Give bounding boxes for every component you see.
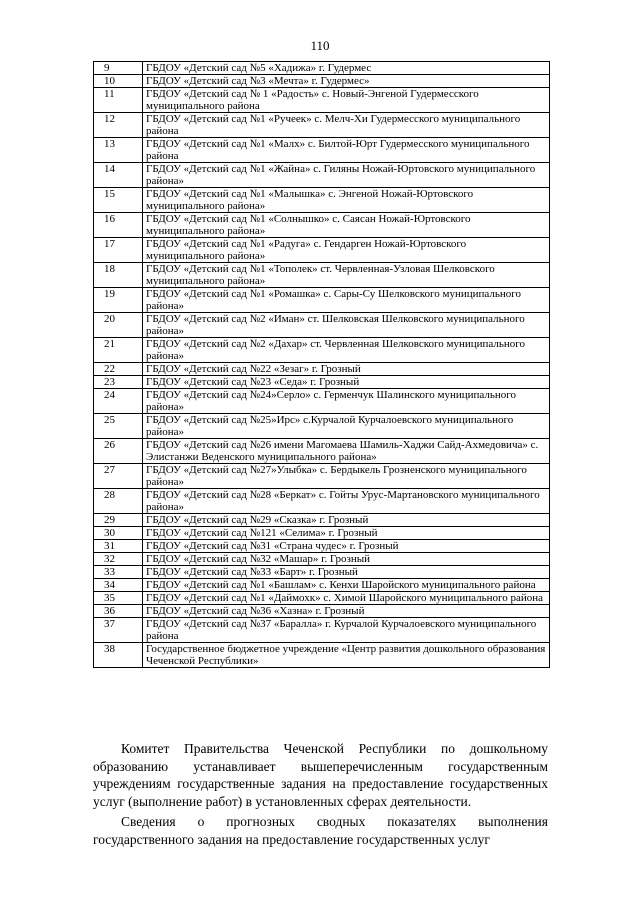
institution-name-cell: ГБДОУ «Детский сад №24»Серло» с. Герменчук Шалинского муниципального района»	[143, 389, 550, 414]
row-number-cell: 34	[94, 579, 143, 592]
institution-name-cell: ГБДОУ «Детский сад №25»Ирс» с.Курчалой Курчалоевского муниципального района»	[143, 414, 550, 439]
table-row	[94, 553, 550, 566]
institution-name-cell: ГБДОУ «Детский сад №1 «Даймохк» с. Химой Шаройского муниципального района	[143, 592, 550, 605]
table-row	[94, 414, 550, 439]
row-number-cell: 23	[94, 376, 143, 389]
institution-name-cell: Государственное бюджетное учреждение «Центр развития дошкольного образования Чеченской Республики»	[143, 643, 550, 668]
institution-name-cell: ГБДОУ «Детский сад №28 «Беркат» с. Гойты Урус-Мартановского муниципального района»	[143, 489, 550, 514]
table-row	[94, 238, 550, 263]
row-number-cell: 32	[94, 553, 143, 566]
institutions-table-body	[94, 62, 550, 668]
institution-name-cell: ГБДОУ «Детский сад №33 «Барт» г. Грозный	[143, 566, 550, 579]
institution-name-cell: ГБДОУ «Детский сад №1 «Радуга» с. Гендарген Ножай-Юртовского муниципального района»	[143, 238, 550, 263]
row-number-cell: 12	[94, 113, 143, 138]
institution-name-cell: ГБДОУ «Детский сад №27»Улыбка» с. Бердыкель Грозненского муниципального района»	[143, 464, 550, 489]
institution-name-cell: ГБДОУ «Детский сад №121 «Селима» г. Грозный	[143, 527, 550, 540]
row-number-cell: 17	[94, 238, 143, 263]
institution-name-cell: ГБДОУ «Детский сад №29 «Сказка» г. Грозный	[143, 514, 550, 527]
row-number-cell: 18	[94, 263, 143, 288]
row-number-cell: 29	[94, 514, 143, 527]
table-row	[94, 188, 550, 213]
table-row	[94, 138, 550, 163]
row-number-cell: 38	[94, 643, 143, 668]
institution-name-cell: ГБДОУ «Детский сад №5 «Хадижа» г. Гудермес	[143, 62, 550, 75]
institution-name-cell: ГБДОУ «Детский сад №36 «Хазна» г. Грозный	[143, 605, 550, 618]
institution-name-cell: ГБДОУ «Детский сад №1 «Ромашка» с. Сары-Су Шелковского муниципального района»	[143, 288, 550, 313]
paragraph-committee: Комитет Правительства Чеченской Республики по дошкольному образованию устанавливает вышеперечисленным государственным учреждениям государственные задания на предоставление государственных услуг (выполнение работ) в установленных сферах деятельности.	[93, 741, 548, 809]
table-row	[94, 263, 550, 288]
table-row	[94, 605, 550, 618]
institution-name-cell: ГБДОУ «Детский сад №1 «Тополек» ст. Червленная-Узловая Шелковского муниципального района»	[143, 263, 550, 288]
table-row	[94, 464, 550, 489]
row-number-cell: 27	[94, 464, 143, 489]
row-number-cell: 30	[94, 527, 143, 540]
row-number-cell: 15	[94, 188, 143, 213]
row-number-cell: 36	[94, 605, 143, 618]
row-number-cell: 10	[94, 75, 143, 88]
row-number-cell: 16	[94, 213, 143, 238]
institutions-table	[93, 61, 550, 668]
institution-name-cell: ГБДОУ «Детский сад №2 «Иман» ст. Шелковская Шелковского муниципального района»	[143, 313, 550, 338]
table-row	[94, 489, 550, 514]
institution-name-cell: ГБДОУ «Детский сад №1 «Малх» с. Билтой-Юрт Гудермесского муниципального района	[143, 138, 550, 163]
row-number-cell: 9	[94, 62, 143, 75]
table-row	[94, 618, 550, 643]
institution-name-cell: ГБДОУ «Детский сад №1 «Башлам» с. Кенхи Шаройского муниципального района	[143, 579, 550, 592]
institution-name-cell: ГБДОУ «Детский сад №37 «Баралла» г. Курчалой Курчалоевского муниципального района	[143, 618, 550, 643]
table-row	[94, 88, 550, 113]
table-row	[94, 514, 550, 527]
table-row	[94, 592, 550, 605]
table-row	[94, 113, 550, 138]
row-number-cell: 33	[94, 566, 143, 579]
row-number-cell: 26	[94, 439, 143, 464]
row-number-cell: 19	[94, 288, 143, 313]
row-number-cell: 13	[94, 138, 143, 163]
institution-name-cell: ГБДОУ «Детский сад №23 «Седа» г. Грозный	[143, 376, 550, 389]
row-number-cell: 11	[94, 88, 143, 113]
table-row	[94, 313, 550, 338]
institution-name-cell: ГБДОУ «Детский сад №31 «Страна чудес» г. Грозный	[143, 540, 550, 553]
page-number: 110	[310, 38, 330, 53]
row-number-cell: 28	[94, 489, 143, 514]
table-row	[94, 363, 550, 376]
row-number-cell: 14	[94, 163, 143, 188]
paragraph-forecast: Сведения о прогнозных сводных показателях выполнения государственного задания на предоставление государственных услуг	[93, 814, 548, 847]
row-number-cell: 35	[94, 592, 143, 605]
row-number-cell: 20	[94, 313, 143, 338]
row-number-cell: 25	[94, 414, 143, 439]
table-row	[94, 566, 550, 579]
table-row	[94, 338, 550, 363]
institution-name-cell: ГБДОУ «Детский сад №3 «Мечта» г. Гудермес»	[143, 75, 550, 88]
table-row	[94, 439, 550, 464]
row-number-cell: 24	[94, 389, 143, 414]
table-row	[94, 288, 550, 313]
institution-name-cell: ГБДОУ «Детский сад №1 «Малышка» с. Энгеной Ножай-Юртовского муниципального района»	[143, 188, 550, 213]
table-row	[94, 579, 550, 592]
table-row	[94, 643, 550, 668]
table-row	[94, 75, 550, 88]
institution-name-cell: ГБДОУ «Детский сад №22 «Зезаг» г. Грозный	[143, 363, 550, 376]
row-number-cell: 37	[94, 618, 143, 643]
institution-name-cell: ГБДОУ «Детский сад №26 имени Магомаева Шамиль-Хаджи Сайд-Ахмедовича» с. Элистанжи Веденского муниципального района»	[143, 439, 550, 464]
institution-name-cell: ГБДОУ «Детский сад №1 «Солнышко» с. Саясан Ножай-Юртовского муниципального района»	[143, 213, 550, 238]
institution-name-cell: ГБДОУ «Детский сад №1 «Ручеек» с. Мелч-Хи Гудермесского муниципального района	[143, 113, 550, 138]
table-row	[94, 540, 550, 553]
institution-name-cell: ГБДОУ «Детский сад №32 «Машар» г. Грозный	[143, 553, 550, 566]
table-row	[94, 376, 550, 389]
table-row	[94, 62, 550, 75]
row-number-cell: 22	[94, 363, 143, 376]
table-row	[94, 163, 550, 188]
table-row	[94, 527, 550, 540]
institution-name-cell: ГБДОУ «Детский сад №2 «Дахар» ст. Червленная Шелковского муниципального района»	[143, 338, 550, 363]
institution-name-cell: ГБДОУ «Детский сад №1 «Жайна» с. Гиляны Ножай-Юртовского муниципального района»	[143, 163, 550, 188]
table-row	[94, 213, 550, 238]
institution-name-cell: ГБДОУ «Детский сад № 1 «Радость» с. Новый-Энгеной Гудермесского муниципального района	[143, 88, 550, 113]
row-number-cell: 21	[94, 338, 143, 363]
table-row	[94, 389, 550, 414]
row-number-cell: 31	[94, 540, 143, 553]
